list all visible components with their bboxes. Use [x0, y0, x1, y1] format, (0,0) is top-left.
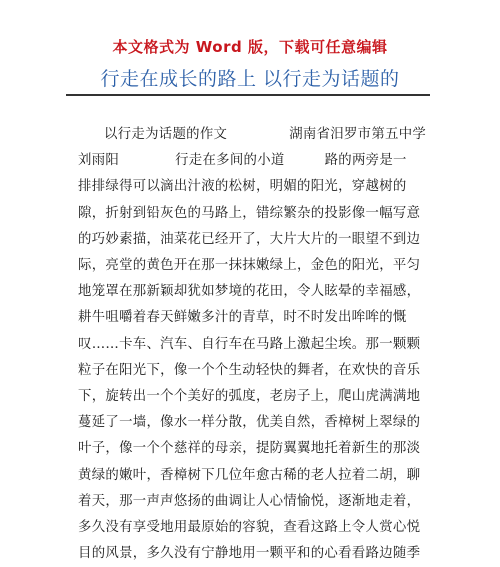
essay-line: 排排绿得可以滴出汁液的松树，明媚的阳光，穿越树的 [78, 179, 407, 195]
essay-topic: 以行走为话题的作文 [104, 127, 228, 142]
essay-line: 叹……卡车、汽车、自行车在马路上激起尘埃。那一颗颗 [78, 336, 421, 352]
essay-line: 多久没有享受地用最原始的容貌，查看这路上令人赏心悦 [78, 520, 421, 536]
essay-line: 蔓延了一墙，像水一样分散，优美自然，香樟树上翠绿的 [78, 415, 421, 431]
essay-line: 叶子，像一个个慈祥的母亲，提防翼翼地托着新生的那淡 [78, 441, 421, 457]
essay-line: 耕牛咀嚼着春天鲜嫩多汁的青草，时不时发出哞哞的慨 [78, 310, 407, 326]
essay-line: 黄绿的嫩叶，香樟树下几位年愈古稀的老人拉着二胡，聊 [78, 467, 421, 483]
essay-line: 隙，折射到铅灰色的马路上，错综繁杂的投影像一幅写意 [78, 205, 421, 221]
school-name: 湖南省汨罗市第五中学 [289, 127, 427, 142]
document-title: 行走在成长的路上 以行走为话题的 [100, 68, 400, 90]
essay-byline [78, 148, 428, 174]
title-divider [66, 94, 430, 96]
essay-line: 粒子在阳光下，像一个个生动轻快的舞者，在欢快的音乐 [78, 362, 421, 378]
essay-subtitle: 行走在多间的小道 [175, 153, 285, 169]
essay-line: 着天，那一声声悠扬的曲调让人心情愉悦，逐渐地走着， [78, 493, 421, 509]
download-notice: 本文格式为 Word 版，下载可任意编辑 [112, 38, 388, 56]
essay-body [78, 122, 428, 567]
essay-line: 地笼罩在那新颖却犹如梦境的花田，令人眩晕的幸福感， [78, 284, 421, 300]
author-name: 刘雨阳 [78, 153, 120, 169]
essay-line: 的巧妙素描，油菜花已经开了，大片大片的一眼望不到边 [78, 231, 421, 247]
essay-line: 际，亮堂的黄色开在那一抹抹嫩绿上，金色的阳光，平匀 [78, 258, 421, 274]
essay-line: 下，旋转出一个个美好的弧度，老房子上，爬山虎满满地 [78, 389, 421, 405]
essay-lead: 路的两旁是一 [324, 153, 407, 169]
essay-heading-line [78, 122, 428, 148]
essay-line: 目的风景，多久没有宁静地用一颗平和的心看看路边随季 [78, 546, 421, 562]
